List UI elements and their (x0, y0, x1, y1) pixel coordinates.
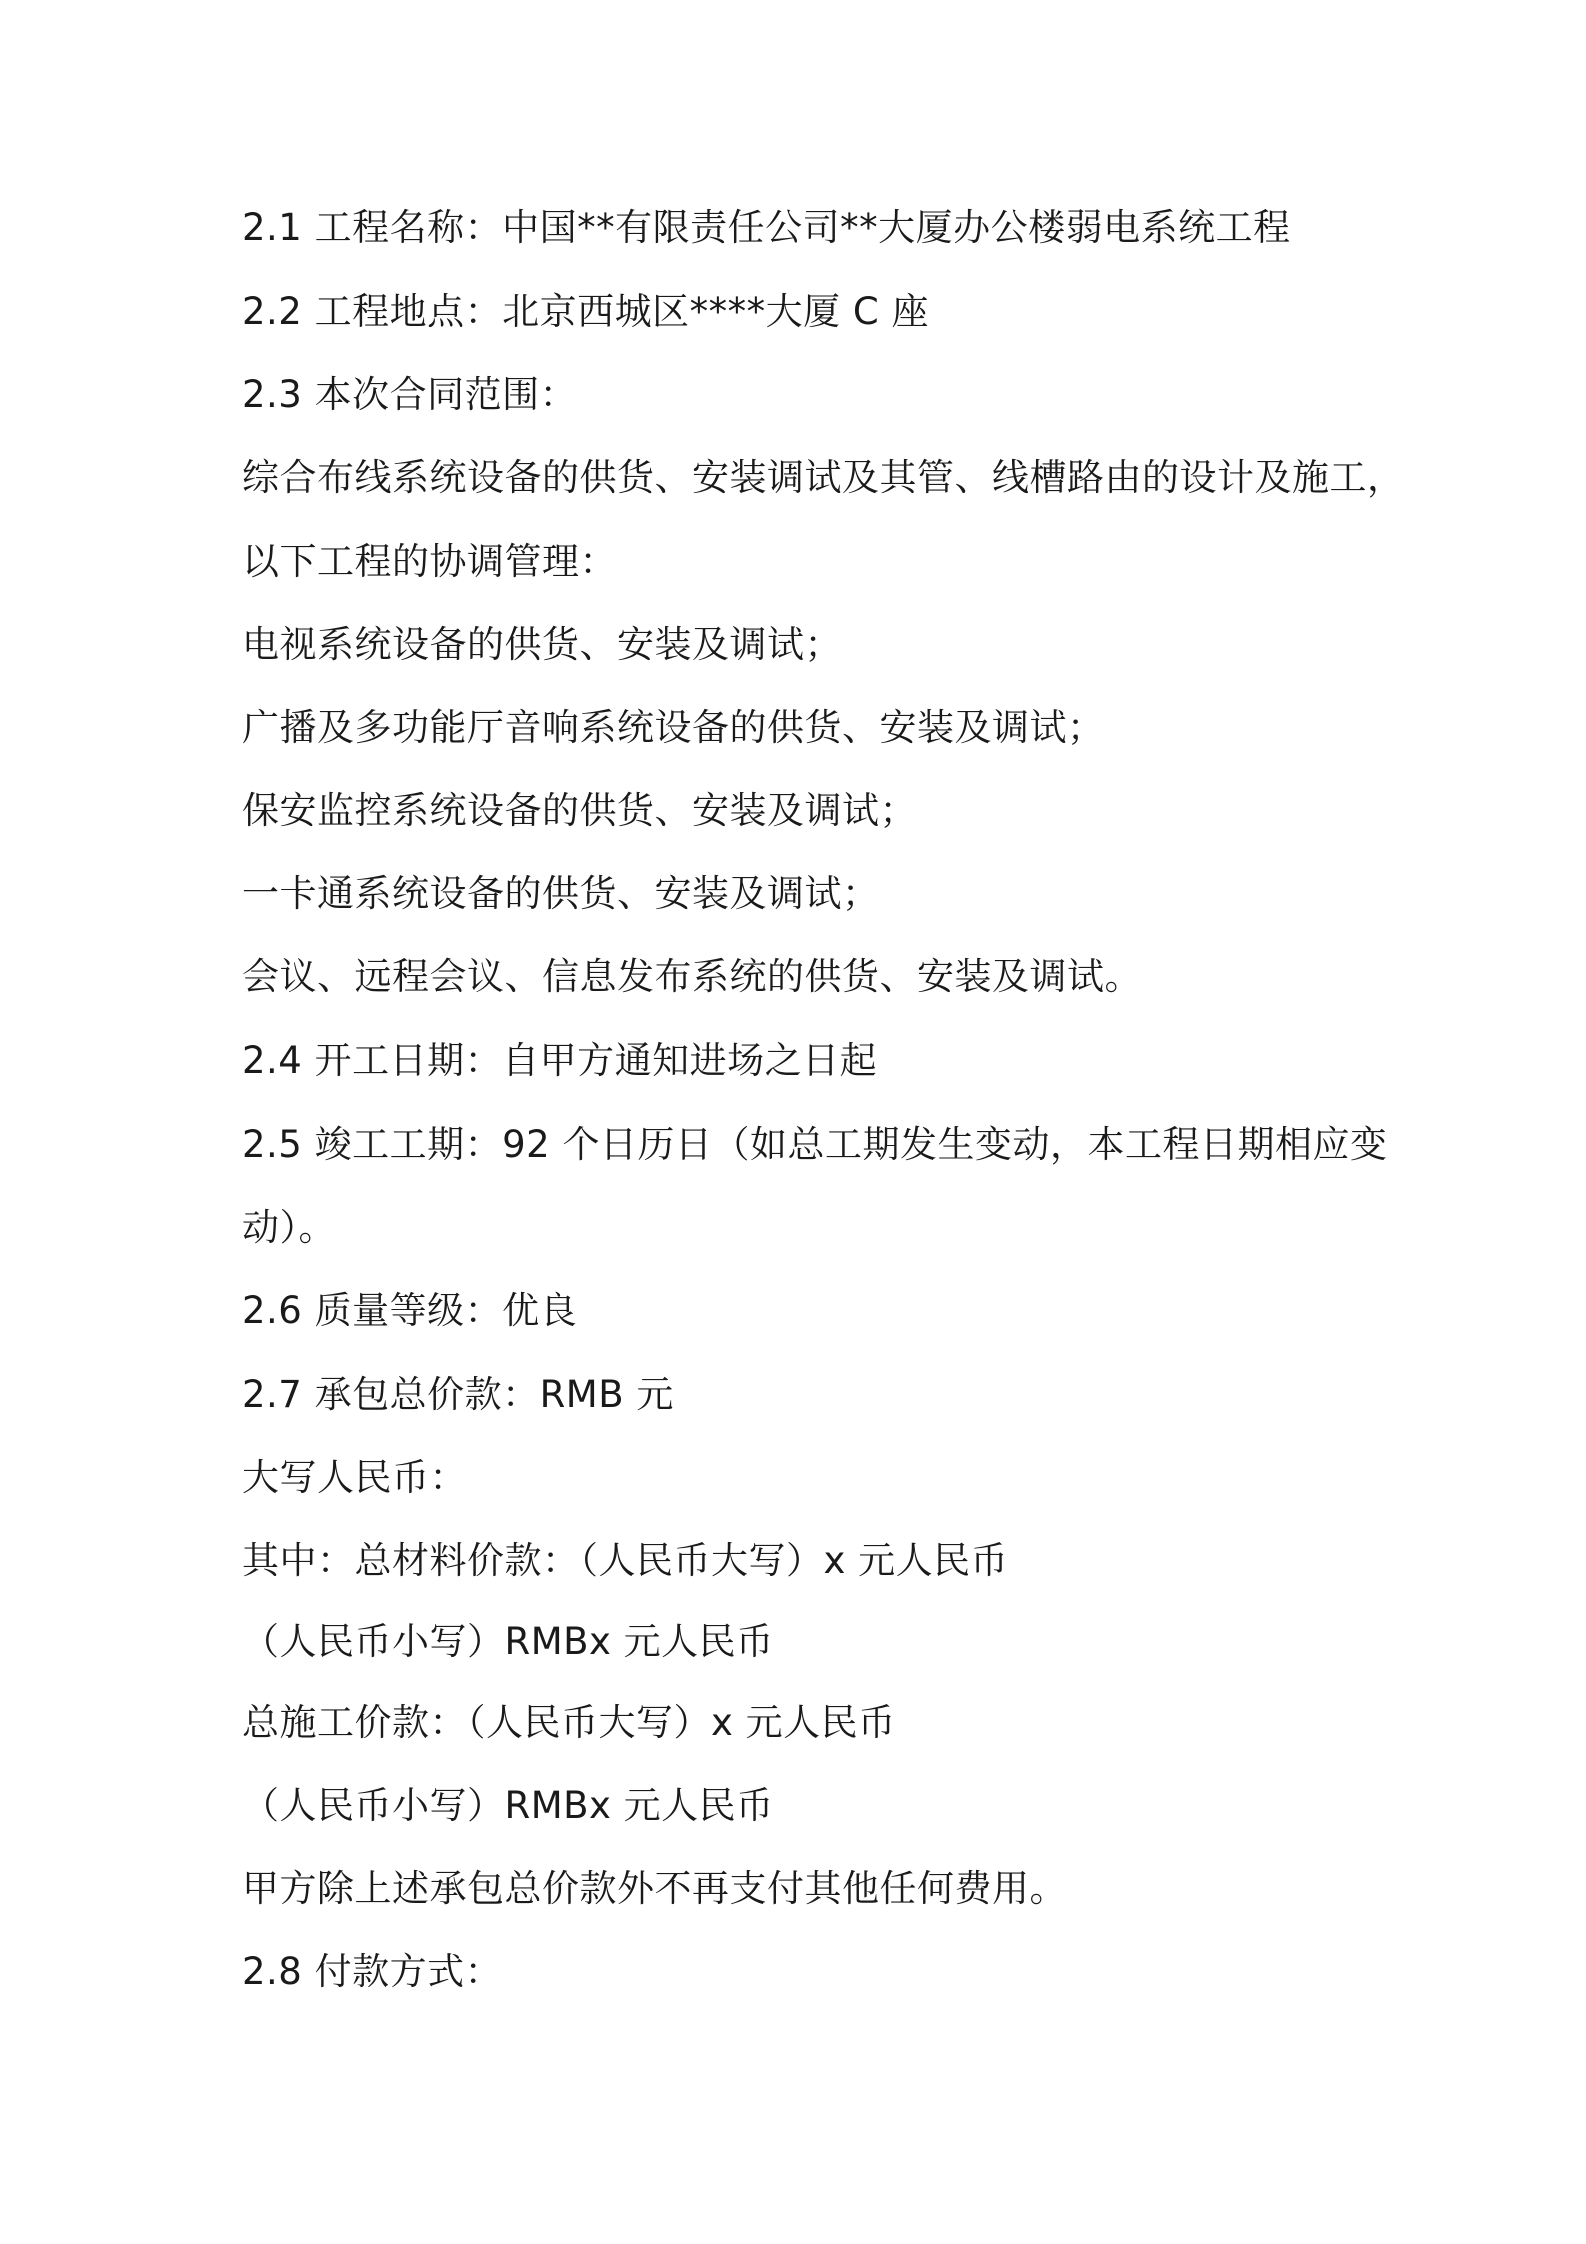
construction-price-in-figures: （人民币小写）RMBx 元人民币 (242, 1784, 774, 1827)
scope-line-security-monitoring: 保安监控系统设备的供货、安装及调试； (242, 789, 917, 832)
clause-2-5-continuation: 动）。 (242, 1206, 336, 1249)
clause-2-5-completion-period: 2.5 竣工工期：92 个日历日（如总工期发生变动，本工程日期相应变 (242, 1123, 1388, 1166)
scope-line-tv-system: 电视系统设备的供货、安装及调试； (242, 623, 842, 666)
scope-line-cabling: 综合布线系统设备的供货、安装调试及其管、线槽路由的设计及施工， (242, 456, 1405, 499)
construction-price-in-words: 总施工价款：（人民币大写）x 元人民币 (242, 1701, 896, 1744)
clause-2-2-project-location: 2.2 工程地点：北京西城区****大厦 C 座 (242, 290, 929, 333)
clause-2-7-total-price: 2.7 承包总价款：RMB 元 (242, 1373, 674, 1416)
clause-2-4-start-date: 2.4 开工日期：自甲方通知进场之日起 (242, 1039, 878, 1082)
material-price-in-words: 其中：总材料价款：（人民币大写）x 元人民币 (242, 1539, 1009, 1582)
clause-2-8-payment-method: 2.8 付款方式： (242, 1950, 503, 1993)
material-price-in-figures: （人民币小写）RMBx 元人民币 (242, 1620, 774, 1663)
scope-line-coordination: 以下工程的协调管理： (242, 540, 617, 583)
clause-2-3-contract-scope-heading: 2.3 本次合同范围： (242, 373, 578, 416)
scope-line-broadcast-system: 广播及多功能厅音响系统设备的供货、安装及调试； (242, 706, 1105, 749)
scope-line-conference-system: 会议、远程会议、信息发布系统的供货、安装及调试。 (242, 955, 1142, 998)
total-price-in-words: 大写人民币： (242, 1456, 467, 1499)
clause-2-1-project-name: 2.1 工程名称：中国**有限责任公司**大厦办公楼弱电系统工程 (242, 206, 1291, 249)
scope-line-card-system: 一卡通系统设备的供货、安装及调试； (242, 872, 880, 915)
no-other-fees-statement: 甲方除上述承包总价款外不再支付其他任何费用。 (242, 1867, 1067, 1910)
clause-2-6-quality-grade: 2.6 质量等级：优良 (242, 1289, 578, 1332)
